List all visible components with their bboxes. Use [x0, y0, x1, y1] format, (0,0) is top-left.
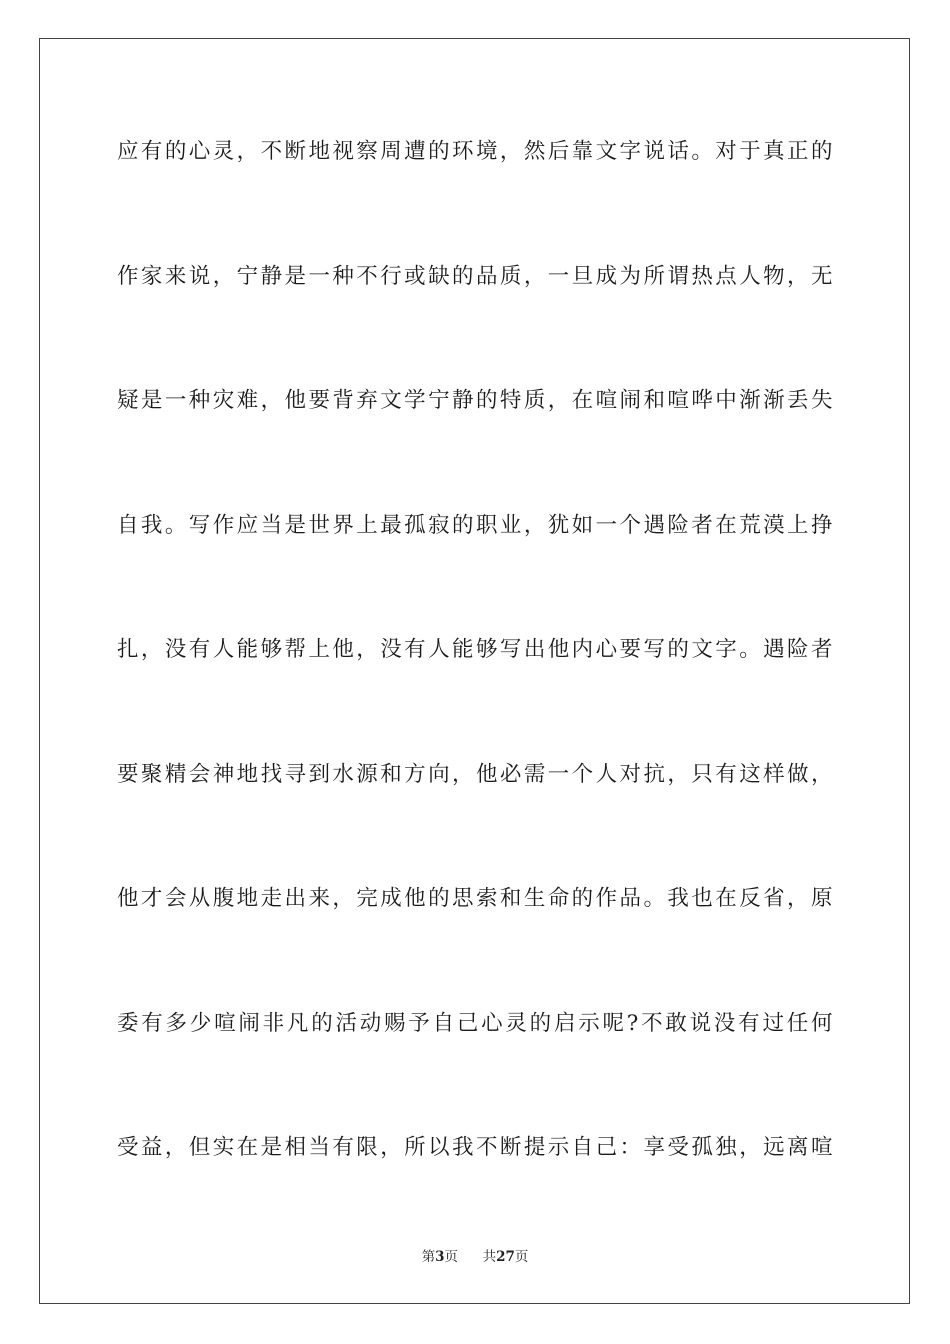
- text-line: 自我。写作应当是世界上最孤寂的职业，犹如一个遇险者在荒漠上挣: [117, 512, 833, 538]
- total-pages-label: [483, 1249, 529, 1265]
- page-footer: [0, 1248, 950, 1266]
- text-line: 作家来说，宁静是一种不行或缺的品质，一旦成为所谓热点人物，无: [117, 263, 833, 289]
- text-line: 委有多少喧闹非凡的活动赐予自己心灵的启示呢?不敢说没有过任何: [117, 1010, 833, 1036]
- text-line: 要聚精会神地找寻到水源和方向，他必需一个人对抗，只有这样做，: [117, 761, 833, 787]
- total-prefix: 共: [482, 1249, 497, 1265]
- text-line: 受益，但实在是相当有限，所以我不断提示自己：享受孤独，远离喧: [117, 1135, 833, 1160]
- text-line: 扎，没有人能够帮上他，没有人能够写出他内心要写的文字。遇险者: [117, 637, 833, 662]
- page-number: 3: [435, 1249, 445, 1265]
- total-suffix: 页: [514, 1249, 529, 1265]
- document-body: [117, 131, 833, 1252]
- text-line: 他才会从腹地走出来，完成他的思索和生命的作品。我也在反省，原: [117, 886, 833, 911]
- page-suffix: 页: [444, 1249, 458, 1265]
- text-line: 应有的心灵，不断地视察周遭的环境，然后靠文字说话。对于真正的: [117, 139, 833, 164]
- total-pages: 27: [496, 1249, 515, 1265]
- text-line: 疑是一种灾难，他要背弃文学宁静的特质，在喧闹和喧哗中渐渐丢失: [117, 388, 833, 413]
- page-number-label: [422, 1249, 463, 1265]
- page-prefix: 第: [421, 1249, 436, 1265]
